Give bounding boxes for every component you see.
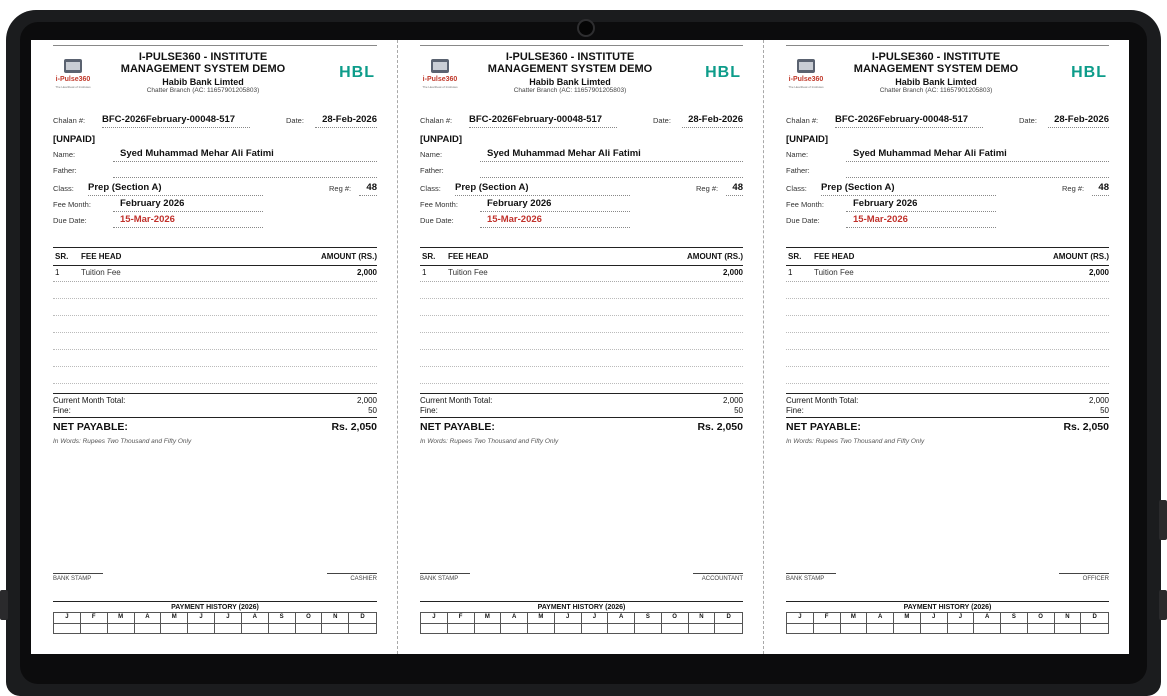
class-value: Prep (Section A) [88,182,162,193]
institute-title [826,51,1046,75]
row-fee-head: Tuition Fee [448,268,488,277]
logo-tagline: The Heartbeat of Institutes [422,85,458,89]
month-cell [894,613,921,633]
empty-row [786,281,1109,299]
name-label: Name: [420,150,443,159]
payment-history-title: PAYMENT HISTORY (2026) [786,601,1109,611]
name-row [53,148,377,162]
due-date-label: Due Date: [786,216,820,225]
current-total-label: Current Month Total: [786,396,859,405]
month-cell [555,613,582,633]
empty-row [53,315,377,333]
fee-month-label: Fee Month: [53,200,91,209]
logo-brand: i-Pulse360 [788,76,824,83]
chalan-number: BFC-2026February-00048-517 [835,114,969,125]
month-label: S [1011,614,1016,620]
net-payable-row [420,421,743,433]
fee-challan-copy [31,40,397,654]
net-payable-label: NET PAYABLE: [786,421,861,433]
empty-row [53,349,377,367]
class-row [786,182,1109,196]
month-label: J [565,614,570,620]
month-label: D [726,614,731,620]
fee-challan-copy [763,40,1129,654]
date-label: Date: [286,116,304,125]
table-row [53,264,377,282]
month-label: D [360,614,365,620]
authority-signature: CASHIER [327,573,377,582]
class-value: Prep (Section A) [455,182,529,193]
student-name: Syed Muhammad Mehar Ali Fatimi [487,148,641,159]
class-label: Class: [53,184,74,193]
month-label: N [1065,614,1070,620]
reg-number: 48 [1098,182,1109,193]
father-row [786,164,1109,178]
month-label: J [931,614,936,620]
amount-in-words: In Words: Rupees Two Thousand and Fifty Only [786,438,925,445]
month-cell [161,613,188,633]
date-label: Date: [1019,116,1037,125]
month-label: F [91,614,96,620]
bank-name: Habib Bank Limted [529,77,611,87]
month-label: M [484,614,490,620]
institute-logo [422,56,458,94]
status-badge: [UNPAID] [786,134,829,145]
institute-title [93,51,313,75]
row-amount: 2,000 [356,268,377,277]
month-cell [948,613,975,633]
month-label: J [199,614,203,620]
fee-month-label: Fee Month: [420,200,458,209]
month-label: S [279,614,284,620]
date-label: Date: [653,116,671,125]
status-badge: [UNPAID] [420,134,463,145]
empty-row [786,349,1109,367]
school-building-icon [64,59,82,73]
empty-row [53,366,377,384]
logo-brand: i-Pulse360 [422,76,458,83]
month-cell [1001,613,1028,633]
net-payable: Rs. 2,050 [1063,421,1109,433]
father-label: Father: [420,166,444,175]
table-row [420,264,743,282]
fee-challan-copy [397,40,763,654]
amount-in-words: In Words: Rupees Two Thousand and Fifty Only [420,438,559,445]
fine-label: Fine: [53,406,71,415]
fine-row [53,406,377,415]
institute-title-line2: MANAGEMENT SYSTEM DEMO [120,63,286,75]
col-sr: SR. [422,252,436,261]
totals-rule [786,393,1109,394]
month-label: M [538,614,544,620]
fine-label: Fine: [420,406,438,415]
amount-in-words: In Words: Rupees Two Thousand and Fifty Only [53,438,192,445]
bank-branch: Chatter Branch (AC: 11657901205803) [146,87,260,94]
student-name: Syed Muhammad Mehar Ali Fatimi [853,148,1007,159]
challan-screen [31,40,1129,654]
class-value: Prep (Section A) [821,182,895,193]
month-label: F [458,614,463,620]
row-sr: 1 [55,268,60,277]
father-row [420,164,743,178]
month-cell [867,613,894,633]
challan-date: 28-Feb-2026 [322,114,377,125]
col-fee-head: FEE HEAD [81,252,122,261]
net-payable-row [53,421,377,433]
col-sr: SR. [55,252,69,261]
month-cell [296,613,323,633]
month-cell [448,613,475,633]
fine-label: Fine: [786,406,804,415]
due-date: 15-Mar-2026 [853,214,908,225]
current-total-label: Current Month Total: [420,396,493,405]
empty-row [420,349,743,367]
totals-rule [53,393,377,394]
empty-row [420,332,743,350]
row-fee-head: Tuition Fee [81,268,121,277]
net-payable: Rs. 2,050 [331,421,377,433]
month-cell [528,613,555,633]
logo-tagline: The Heartbeat of Institutes [788,85,824,89]
empty-row [786,366,1109,384]
institute-title-line1: I-PULSE360 - INSTITUTE [871,51,1001,63]
fine-amount: 50 [1100,406,1109,415]
due-date: 15-Mar-2026 [120,214,175,225]
reg-number: 48 [366,182,377,193]
class-label: Class: [786,184,807,193]
fee-month-row [53,198,377,212]
month-cell [608,613,635,633]
bank-branch: Chatter Branch (AC: 11657901205803) [879,87,993,94]
fee-month: February 2026 [853,198,918,209]
school-building-icon [797,59,815,73]
month-cell [188,613,215,633]
chalan-row [420,114,743,128]
current-total: 2,000 [356,396,377,405]
current-total: 2,000 [722,396,743,405]
col-fee-head: FEE HEAD [448,252,489,261]
month-cell [814,613,841,633]
due-date-label: Due Date: [420,216,454,225]
net-payable-row [786,421,1109,433]
month-cell [269,613,296,633]
school-building-icon [431,59,449,73]
empty-row [420,315,743,333]
institute-title-line1: I-PULSE360 - INSTITUTE [138,51,268,63]
reg-label: Reg #: [1062,184,1085,193]
student-name: Syed Muhammad Mehar Ali Fatimi [120,148,274,159]
fee-month: February 2026 [487,198,552,209]
empty-row [53,281,377,299]
month-label: M [118,614,124,620]
month-label: F [824,614,829,620]
row-fee-head: Tuition Fee [814,268,854,277]
bank-stamp-signature: BANK STAMP [53,573,103,582]
net-payable-label: NET PAYABLE: [53,421,128,433]
due-date-label: Due Date: [53,216,87,225]
fine-row [786,406,1109,415]
month-label: A [984,614,990,620]
month-cell [1055,613,1082,633]
institute-logo [788,56,824,94]
month-cell [787,613,814,633]
col-amount: AMOUNT (RS.) [321,252,377,261]
name-row [786,148,1109,162]
logo-tagline: The Heartbeat of Institutes [55,85,91,89]
empty-row [420,281,743,299]
reg-label: Reg #: [329,184,352,193]
month-cell [242,613,269,633]
bank-branch: Chatter Branch (AC: 11657901205803) [513,87,627,94]
month-cell [689,613,716,633]
chalan-label: Chalan #: [786,116,819,125]
payment-history-title: PAYMENT HISTORY (2026) [420,601,743,611]
father-label: Father: [786,166,810,175]
empty-row [53,332,377,350]
empty-row [786,332,1109,350]
due-date-row [420,214,743,228]
month-cell [921,613,948,633]
month-label: J [226,614,230,620]
father-label: Father: [53,166,77,175]
month-cell [715,613,742,633]
month-cell [662,613,689,633]
month-cell [582,613,609,633]
empty-row [420,366,743,384]
top-rule [420,45,743,46]
col-amount: AMOUNT (RS.) [687,252,743,261]
month-cell [108,613,135,633]
month-cell [974,613,1001,633]
month-cell [135,613,162,633]
month-cell [81,613,108,633]
month-label: A [145,614,150,620]
authority-signature: OFFICER [1059,573,1109,582]
side-port-right-lower [1159,590,1167,620]
fee-month: February 2026 [120,198,185,209]
month-cell [501,613,528,633]
month-label: N [333,614,338,620]
current-total-row [420,396,743,405]
challan-date: 28-Feb-2026 [1054,114,1109,125]
side-port-right [1159,500,1167,540]
current-total-row [786,396,1109,405]
webcam [577,19,595,37]
month-label: J [432,614,436,620]
bank-name: Habib Bank Limted [162,77,244,87]
month-cell [421,613,448,633]
side-port-left [0,590,8,620]
hbl-logo: HBL [339,64,375,81]
month-cell [54,613,81,633]
current-total-label: Current Month Total: [53,396,126,405]
month-cell [322,613,349,633]
month-label: M [904,614,910,620]
institute-title-line2: MANAGEMENT SYSTEM DEMO [487,63,653,75]
month-cell [1081,613,1108,633]
empty-row [420,298,743,316]
due-date: 15-Mar-2026 [487,214,542,225]
month-label: A [511,614,517,620]
month-label: J [798,614,802,620]
reg-label: Reg #: [696,184,719,193]
month-label: A [618,614,624,620]
due-date-row [786,214,1109,228]
current-total: 2,000 [1088,396,1109,405]
totals-rule [420,393,743,394]
net-rule [420,417,743,418]
table-row [786,264,1109,282]
month-cell [349,613,376,633]
month-cell [635,613,662,633]
logo-brand: i-Pulse360 [55,76,91,83]
row-amount: 2,000 [1088,268,1109,277]
empty-row [53,298,377,316]
class-row [420,182,743,196]
net-payable-label: NET PAYABLE: [420,421,495,433]
month-label: M [850,614,856,620]
row-sr: 1 [788,268,793,277]
col-sr: SR. [788,252,802,261]
month-cell [841,613,868,633]
fine-row [420,406,743,415]
fee-month-row [420,198,743,212]
row-amount: 2,000 [722,268,743,277]
reg-number: 48 [732,182,743,193]
institute-title [460,51,680,75]
empty-row [786,298,1109,316]
month-label: J [65,614,69,620]
institute-logo [55,56,91,94]
chalan-number: BFC-2026February-00048-517 [469,114,603,125]
chalan-number: BFC-2026February-00048-517 [102,114,236,125]
month-label: D [1092,614,1097,620]
top-rule [786,45,1109,46]
payment-history-grid [420,612,743,634]
col-fee-head: FEE HEAD [814,252,855,261]
name-label: Name: [786,150,809,159]
payment-history-grid [53,612,377,634]
col-amount: AMOUNT (RS.) [1053,252,1109,261]
month-label: S [645,614,650,620]
name-label: Name: [53,150,76,159]
name-row [420,148,743,162]
challan-date: 28-Feb-2026 [688,114,743,125]
due-date-row [53,214,377,228]
chalan-row [53,114,377,128]
month-label: A [252,614,257,620]
chalan-row [786,114,1109,128]
institute-title-line2: MANAGEMENT SYSTEM DEMO [853,63,1019,75]
month-label: O [672,614,677,620]
current-total-row [53,396,377,405]
month-label: O [306,614,311,620]
month-cell [1028,613,1055,633]
fee-month-label: Fee Month: [786,200,824,209]
bank-stamp-signature: BANK STAMP [420,573,470,582]
hbl-logo: HBL [1071,64,1107,81]
fee-month-row [786,198,1109,212]
net-rule [53,417,377,418]
month-label: J [958,614,963,620]
month-label: O [1038,614,1043,620]
net-rule [786,417,1109,418]
payment-history-grid [786,612,1109,634]
chalan-label: Chalan #: [420,116,453,125]
hbl-logo: HBL [705,64,741,81]
month-label: J [592,614,597,620]
month-label: N [699,614,704,620]
father-row [53,164,377,178]
payment-history-title: PAYMENT HISTORY (2026) [53,601,377,611]
chalan-label: Chalan #: [53,116,86,125]
institute-title-line1: I-PULSE360 - INSTITUTE [505,51,635,63]
bank-name: Habib Bank Limted [895,77,977,87]
month-label: M [171,614,177,620]
authority-signature: ACCOUNTANT [693,573,743,582]
status-badge: [UNPAID] [53,134,96,145]
fine-amount: 50 [368,406,377,415]
row-sr: 1 [422,268,427,277]
net-payable: Rs. 2,050 [697,421,743,433]
bank-stamp-signature: BANK STAMP [786,573,836,582]
class-row [53,182,377,196]
fine-amount: 50 [734,406,743,415]
month-cell [475,613,502,633]
top-rule [53,45,377,46]
month-label: A [877,614,883,620]
month-cell [215,613,242,633]
class-label: Class: [420,184,441,193]
empty-row [786,315,1109,333]
